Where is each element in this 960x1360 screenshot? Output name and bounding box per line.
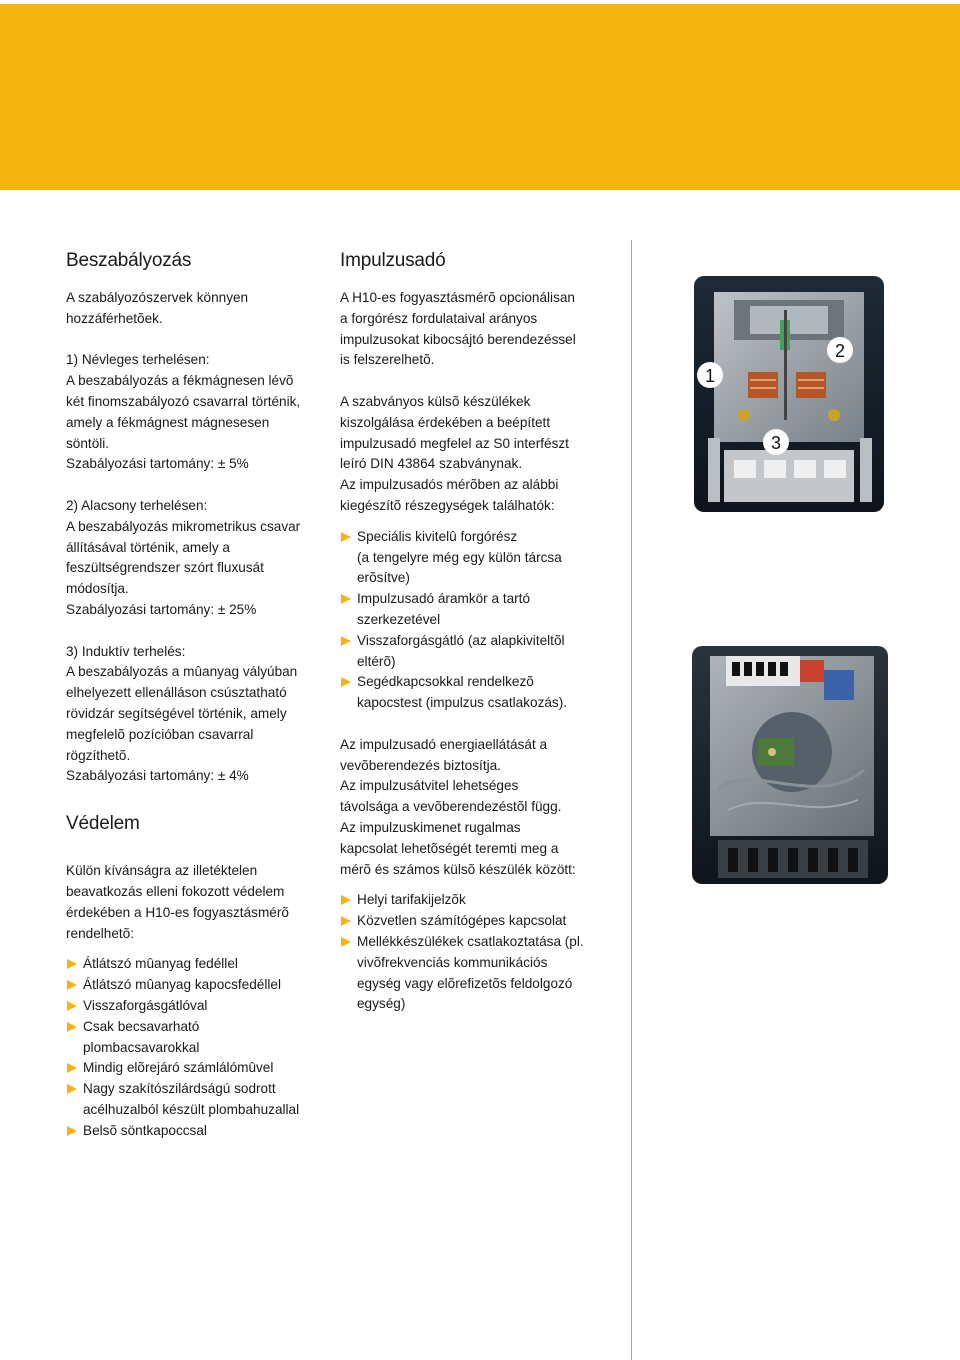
list-item: Közvetlen számítógépes kapcsolat [340,911,602,932]
list-item: Átlátszó mûanyag fedéllel [66,954,324,975]
section-title-beszabalyozas: Beszabályozás [66,250,192,271]
middle-column [340,248,602,1015]
list-item: Nagy szakítószilárdságú sodrott acélhuzalból készült plombahuzallal [66,1079,324,1121]
list-item: Belsõ söntkapoccsal [66,1121,324,1142]
list-item: Helyi tarifakijelzõk [340,890,602,911]
pulse-components-list [340,527,602,714]
callout-1: 1 [704,366,716,386]
paragraph: Külön kívánságra az illetéktelen beavatkozás elleni fokozott védelem érdekében a H10-es fogyasztásmérõ rendelhetõ: [66,863,289,941]
connection-list [340,890,602,1015]
paragraph: A szabályozószervek könnyen hozzáférhetõek. [66,290,249,326]
callout-2: 2 [834,341,846,361]
column-divider [631,240,632,1360]
list-item: Átlátszó mûanyag kapocsfedéllel [66,975,324,996]
list-item: Mellékkészülékek csatlakoztatása (pl. vivõfrekvenciás kommunikációs egység vagy elõrefizetõs feldolgozó egység) [340,932,602,1015]
list-item: Visszaforgásgátlóval [66,996,324,1017]
list-item: Segédkapcsokkal rendelkezõ kapocstest (impulzus csatlakozás). [340,672,602,714]
list-item: Csak becsavarható plombacsavarokkal [66,1017,324,1059]
paragraph: A H10-es fogyasztásmérõ opcionálisan a forgórész fordulataival arányos impulzusokat kibocsájtó berendezéssel is felszerelhetõ. [340,290,576,368]
callout-3: 3 [770,433,782,453]
adjustment-item-3: 3) Induktív terhelés: A beszabályozás a mûanyag vályúban elhelyezett ellenálláson csúsztatható rövidzár segítségével történik, amely megfelelõ pozícióban csavarral rögzíthetõ. Szabályozási tartomány: ± 4% [66,643,298,784]
list-item: Visszaforgásgátló (az alapkiviteltõl eltérõ) [340,631,602,673]
adjustment-item-2: 2) Alacsony terhelésen: A beszabályozás mikrometrikus csavar állításával történik, amely a feszültségrendszer szórt fluxusát módosítja. Szabályozási tartomány: ± 25% [66,497,301,617]
meter-interior-photo [684,270,890,518]
paragraph: A szabványos külsõ készülékek kiszolgálása érdekében a beépített impulzusadó megfelel az S0 interfészt leíró DIN 43864 szabványnak. Az impulzusadós mérõben az alábbi kiegészítõ részegységek találhatók: [340,393,569,513]
left-column [66,248,324,1141]
list-item: Impulzusadó áramkör a tartó szerkezetével [340,589,602,631]
list-item: Mindig elõrejáró számlálómûvel [66,1058,324,1079]
paragraph: Az impulzusadó energiaellátását a vevõberendezés biztosítja. Az impulzusátvitel lehetséges távolsága a vevõberendezéstõl függ. Az impulzuskimenet rugalmas kapcsolat lehetõségét teremti meg a mérõ és számos külsõ készülék között: [340,736,576,877]
section-title-vedelem: Védelem [66,813,140,835]
meter-pulse-photo [688,640,892,890]
protection-list [66,954,324,1141]
section-title-impulzusado: Impulzusadó [340,250,446,271]
list-item: Speciális kivitelû forgórész (a tengelyre még egy külön tárcsa erõsítve) [340,527,602,589]
header-yellow-band [0,4,960,190]
adjustment-item-1: 1) Névleges terhelésen: A beszabályozás a fékmágnesen lévõ két finomszabályozó csavarral történik, amely a fékmágnest mágnesesen söntöli. Szabályozási tartomány: ± 5% [66,352,301,472]
